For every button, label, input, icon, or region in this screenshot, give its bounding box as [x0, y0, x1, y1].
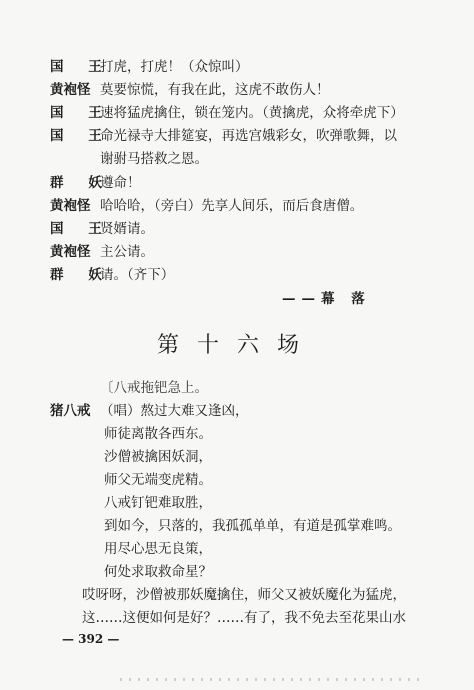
dialogue-line	[50, 81, 440, 99]
speaker-label: 国 王	[50, 221, 112, 237]
speaker-label: 黄袍怪	[50, 198, 91, 214]
speaker-label: 群 妖	[50, 175, 112, 191]
dialogue-text: 命光禄寺大排筵宴，再选宫娥彩女，吹弹歌舞，以	[100, 128, 397, 144]
verse-line: 八戒钉钯难取胜，	[104, 495, 212, 511]
scan-artifact	[120, 678, 420, 681]
verse-line: （唱）熬过大难又逢凶，	[100, 403, 249, 419]
speaker-label: 黄袍怪	[50, 82, 91, 98]
verse-line: 用尽心思无良策，	[104, 541, 212, 557]
dialogue-line	[50, 220, 440, 238]
dialogue-text: 主公请。	[100, 244, 154, 260]
speaker-label: 国 王	[50, 128, 112, 144]
speaker-label: 国 王	[50, 105, 112, 121]
dialogue-line	[50, 402, 440, 420]
verse-line: 沙僧被擒困妖洞，	[104, 449, 212, 465]
dialogue-line	[50, 243, 440, 261]
dialogue-text: 哈哈哈，（旁白）先享人间乐，而后食唐僧。	[100, 198, 364, 214]
scene-title: 第十六场	[156, 333, 317, 358]
speaker-label: 群 妖	[50, 267, 112, 283]
prose-line: 这……这便如何是好？……有了，我不免去至花果山水	[82, 610, 406, 626]
verse-line: 何处求取救命星？	[104, 564, 212, 580]
speaker-label: 黄袍怪	[50, 244, 91, 260]
dialogue-line	[50, 197, 440, 215]
verse-line: 师徒离散各西东。	[104, 426, 212, 442]
verse-line: 到如今，只落的，我孤孤单单，有道是孤掌难鸣。	[104, 518, 401, 534]
stage-direction: 〔八戒拖钯急上。	[100, 380, 208, 396]
speaker-label: 国 王	[50, 59, 112, 75]
curtain-falls: ——幕 落	[282, 291, 371, 307]
page-number: — 392 —	[62, 632, 120, 646]
dialogue-continuation	[50, 150, 440, 168]
verse-line: 师父无端变虎精。	[104, 472, 212, 488]
dialogue-text: 速将猛虎擒住，锁在笼内。（黄擒虎，众将牵虎下）	[100, 105, 404, 121]
dialogue-line	[50, 266, 440, 284]
speaker-label: 猪八戒	[50, 403, 91, 419]
dialogue-text: 莫要惊慌，有我在此，这虎不敢伤人！	[100, 82, 330, 98]
dialogue-text: 贤婿请。	[100, 221, 154, 237]
dialogue-line	[50, 58, 440, 76]
dialogue-line	[50, 174, 440, 192]
dialogue-text: 请。（齐下）	[100, 267, 175, 283]
dialogue-text: 遵命！	[100, 175, 141, 191]
dialogue-text: 谢驸马搭救之恩。	[100, 151, 208, 167]
dialogue-text: 打虎，打虎！（众惊叫）	[100, 59, 249, 75]
prose-line: 哎呀呀，沙僧被那妖魔擒住，师父又被妖魔化为猛虎，	[82, 587, 406, 603]
dialogue-line	[50, 104, 440, 122]
dialogue-line	[50, 127, 440, 145]
